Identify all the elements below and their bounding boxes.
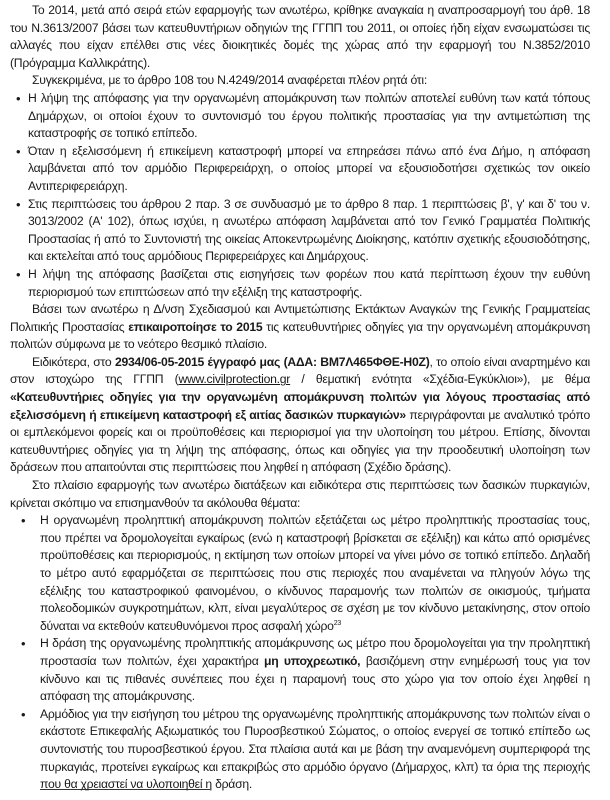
document-subject: «Κατευθυντήριες οδηγίες για την οργανωμένη απομάκρυνση πολιτών για λόγους προστασίας από εξελισσόμενη ή επικείμενη καταστροφή εξ αιτίας δασικών πυρκαγιών» — [10, 390, 590, 422]
bold-text: επικαιροποίησε το 2015 — [128, 319, 263, 334]
list-item: • Η λήψη της απόφασης βασίζεται στις εισηγήσεις των φορέων που κατά περίπτωση έχουν την ευθύνη περιορισμού των επιπτώσεων από την εξέλιξη της καταστροφής. — [10, 266, 590, 301]
paragraph-update-2015: Βάσει των ανωτέρω η Δ/νση Σχεδιασμού και Αντιμετώπισης Εκτάκτων Αναγκών της Γενικής Γραμματείας Πολιτικής Προστασίας επικαιροποίησε το 2015 τις κατευθυντήριες οδηγίες για την οργανωμένη απομάκρυνση πολιτών σύμφωνα με το νεότερο θεσμικό πλαίσιο. — [10, 302, 591, 352]
footnote-ref[interactable]: 23 — [333, 619, 342, 627]
forest-fire-points-list — [10, 512, 590, 794]
list-item: • Στις περιπτώσεις του άρθρου 2 παρ. 3 σε συνδυασμό με το άρθρο 8 παρ. 1 περιπτώσεις β', γ' και δ' του ν. 3013/2002 (Α' 102), όπως ισχύει, η ανωτέρω απόφαση λαμβάνεται από τον Γενικό Γραμματέα Πολιτικής Προστασίας ή από το Συντονιστή της οικείας Αποκεντρωμένης Διοίκησης, κατόπιν σχετικής εξουσιοδότησης, και εκτελείται από τους αρμόδιους Περιφερειάρχες και Δημάρχους. — [10, 196, 590, 266]
document-number: 2934/06-05-2015 έγγραφό μας (ΑΔΑ: ΒΜ7Λ465ΦΘΕ-Η0Ζ) — [114, 354, 430, 369]
list-item: • Όταν η εξελισσόμενη ή επικείμενη καταστροφή μπορεί να επηρεάσει πάνω από ένα Δήμο, η απόφαση λαμβάνεται από τον αρμόδιο Περιφερειάρχη, ο οποίος μπορεί να εξουσιοδοτήσει σχετικώς τον οικείο Αντιπεριφερειάρχη. — [10, 143, 590, 196]
footnote-separator — [40, 789, 210, 790]
paragraph-intro: Το 2014, μετά από σειρά ετών εφαρμογής των ανωτέρω, κρίθηκε αναγκαία η αναπροσαρμογή του άρθ. 18 του Ν.3613/2007 βάσει των κατευθυντήριων οδηγιών της ΓΓΠΠ του 2011, οι οποίες ήδη είχαν ενσωματώσει τις αλλαγές που είχαν επέλθει στις νέες διοικητικές δομές της χώρας από την εφαρμογή του Ν.3852/2010 (Πρόγραμμα Καλλικράτης). — [10, 3, 590, 70]
paragraph-forest-fires: Στο πλαίσιο εφαρμογής των ανωτέρω διατάξεων και ειδικότερα στις περιπτώσεις των δασικών πυρκαγιών, κρίνεται σκόπιμο να επισημανθούν τα ακόλουθα θέματα: — [10, 478, 590, 510]
list-item: • Η οργανωμένη προληπτική απομάκρυνση πολιτών εξετάζεται ως μέτρο προληπτικής προστασίας τους, που πρέπει να δρομολογείται εγκαίρως (ενώ η καταστροφή βρίσκεται σε εξέλιξη) και κάτω από ορισμένες προϋποθέσεις και περιορισμούς, η εκτίμηση των οποίων μπορεί να γίνει μόνο σε τοπικό επίπεδο. Δηλαδή το μέτρο αυτό εφαρμόζεται σε περιπτώσεις που στις περιοχές που αναμένεται να πληγούν λόγω της εξέλιξης του καταστροφικού φαινομένου, ο κίνδυνος παραμονής των πολιτών σε οικισμούς, τμήματα πολεοδομικών συγκροτημάτων, κλπ, είναι μεγαλύτερος σε σχέση με τον κίνδυνο μετακίνησης, στον οποίο δύναται να εκτεθούν κατευθυνόμενοι προς ασφαλή χώρο$^{23}$ — [10, 512, 590, 635]
paragraph-document-reference: Ειδικότερα, στο 2934/06-05-2015 έγγραφό μας (ΑΔΑ: ΒΜ7Λ465ΦΘΕ-Η0Ζ), το οποίο είναι αναρτημένο και στον ιστοχώρο της ΓΓΠΠ (www.civilprotection.gr / θεματική ενότητα «Σχέδια-Εγκύκλιοι»), με θέμα «Κατευθυντήριες οδηγίες για την οργανωμένη απομάκρυνση πολιτών για λόγους προστασίας από εξελισσόμενη ή επικείμενη καταστροφή εξ αιτίας δασικών πυρκαγιών» περιγράφονται με αναλυτικό τρόπο οι εμπλεκόμενοι φορείς και οι προϋποθέσεις και περιορισμοί για την υλοποίηση του μέτρου. Επίσης, δίνονται κατευθυντήριες οδηγίες για τη λήψη της απόφασης, όπως και οδηγίες για την προοδευτική υλοποίηση των δράσεων που απαιτούνται στις περιπτώσεις που ληφθεί η απόφαση (Σχέδιο δράσης). — [10, 354, 590, 475]
paragraph-law-4249: Συγκεκριμένα, με το άρθρο 108 του Ν.4249/2014 αναφέρεται πλέον ρητά ότι: — [32, 73, 427, 88]
bold-text: μη υποχρεωτικό, — [264, 653, 361, 668]
list-item: • Η δράση της οργανωμένης προληπτικής απομάκρυνσης ως μέτρο που δρομολογείται για την προληπτική προστασία των πολιτών, έχει χαρακτήρα μη υποχρεωτικό, βασιζόμενη στην ενημέρωσή τους για τον κίνδυνο και τις πιθανές συνέπειες που έχει η παραμονή τους στο χώρο για τον οποίο έχει ληφθεί η απόφαση της απομάκρυνσης. — [10, 635, 590, 705]
law-provisions-list — [10, 90, 590, 301]
civilprotection-link[interactable]: www.civilprotection.gr — [178, 372, 291, 387]
list-item: • Αρμόδιος για την εισήγηση του μέτρου της οργανωμένης προληπτικής απομάκρυνσης των πολιτών είναι ο εκάστοτε Επικεφαλής Αξιωματικός του Πυροσβεστικού Σώματος, ο οποίος ενεργεί σε τοπικό επίπεδο ως συντονιστής του πυροσβεστικού έργου. Στα πλαίσια αυτά και με βάση την αναμενόμενη συμπεριφορά της πυρκαγιάς, προτείνει εγκαίρως και επακριβώς στο αρμόδιο όργανο (Δήμαρχος, κλπ) τα όρια της περιοχής που θα χρειαστεί να υλοποιηθεί η δράση. — [10, 706, 590, 794]
list-item: • Η λήψη της απόφασης για την οργανωμένη απομάκρυνση των πολιτών αποτελεί ευθύνη των κατά τόπους Δημάρχων, οι οποίοι έχουν το συντονισμό του έργου πολιτικής προστασίας για την αντιμετώπιση της καταστροφής σε τοπικό επίπεδο. — [10, 90, 590, 143]
